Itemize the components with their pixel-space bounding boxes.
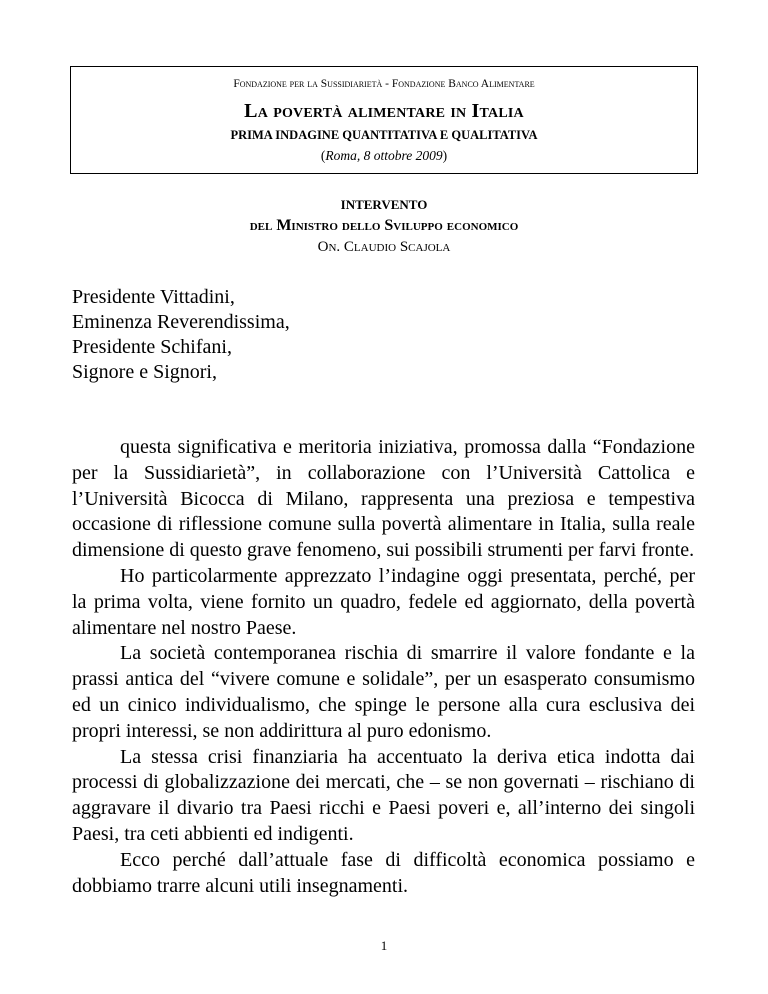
date-text: Roma, 8 ottobre 2009: [325, 148, 443, 163]
date-close-paren: ): [442, 148, 448, 163]
paragraph: La stessa crisi finanziaria ha accentuato la deriva etica indotta dai processi di globalizzazione dei mercati, che – se non governati – rischiano di aggravare il divario tra Paesi ricchi e Paesi poveri e, all’interno dei singoli Paesi, tra ceti abbienti ed indigenti.: [72, 745, 695, 845]
header-box: [70, 66, 698, 174]
salutation-line: Eminenza Reverendissima,: [72, 311, 290, 333]
minister-title-text: del Ministro dello Sviluppo economico: [249, 217, 519, 234]
paragraph: Ho particolarmente apprezzato l’indagine oggi presentata, perché, per la prima volta, viene fornito un quadro, fedele ed aggiornato, della povertà alimentare nel nostro Paese.: [72, 564, 695, 639]
report-date: [71, 147, 697, 165]
minister-name-text: On. Claudio Scajola: [317, 239, 451, 255]
paragraph: La società contemporanea rischia di smarrire il valore fondante e la prassi antica del “vivere comune e solidale”, per un esasperato consumismo ed un cinico individualismo, che spinge le persone alla cura esclusiva dei propri interessi, se non addirittura al puro edonismo.: [72, 642, 695, 742]
report-title: [71, 98, 697, 124]
page-number: 1: [380, 938, 388, 953]
minister-title: [0, 217, 768, 235]
speech-body: [72, 435, 695, 899]
report-subtitle: PRIMA INDAGINE QUANTITATIVA E QUALITATIVA: [230, 128, 538, 142]
date-open-paren: (: [320, 148, 326, 163]
paragraph: questa significativa e meritoria iniziativa, promossa dalla “Fondazione per la Sussidiarietà”, in collaborazione con l’Università Cattolica e l’Università Bicocca di Milano, rappresenta una preziosa e tempestiva occasione di riflessione comune sulla povertà alimentare in Italia, sulla reale dimensione di questo grave fenomeno, sui possibili strumenti per farvi fronte.: [72, 436, 695, 562]
foundations-line: [71, 77, 697, 91]
paragraph: Ecco perché dall’attuale fase di difficoltà economica possiamo e dobbiamo trarre alcuni utili insegnamenti.: [72, 848, 695, 897]
foundations-text: Fondazione per la Sussidiarietà - Fondazione Banco Alimentare: [233, 78, 535, 90]
salutation-line: Signore e Signori,: [72, 361, 217, 383]
salutation-line: Presidente Schifani,: [72, 336, 232, 358]
report-title-text: La povertà alimentare in Italia: [244, 100, 524, 122]
minister-name: [0, 238, 768, 256]
intervento-heading: INTERVENTO: [340, 197, 428, 212]
salutation-line: Presidente Vittadini,: [72, 286, 235, 308]
